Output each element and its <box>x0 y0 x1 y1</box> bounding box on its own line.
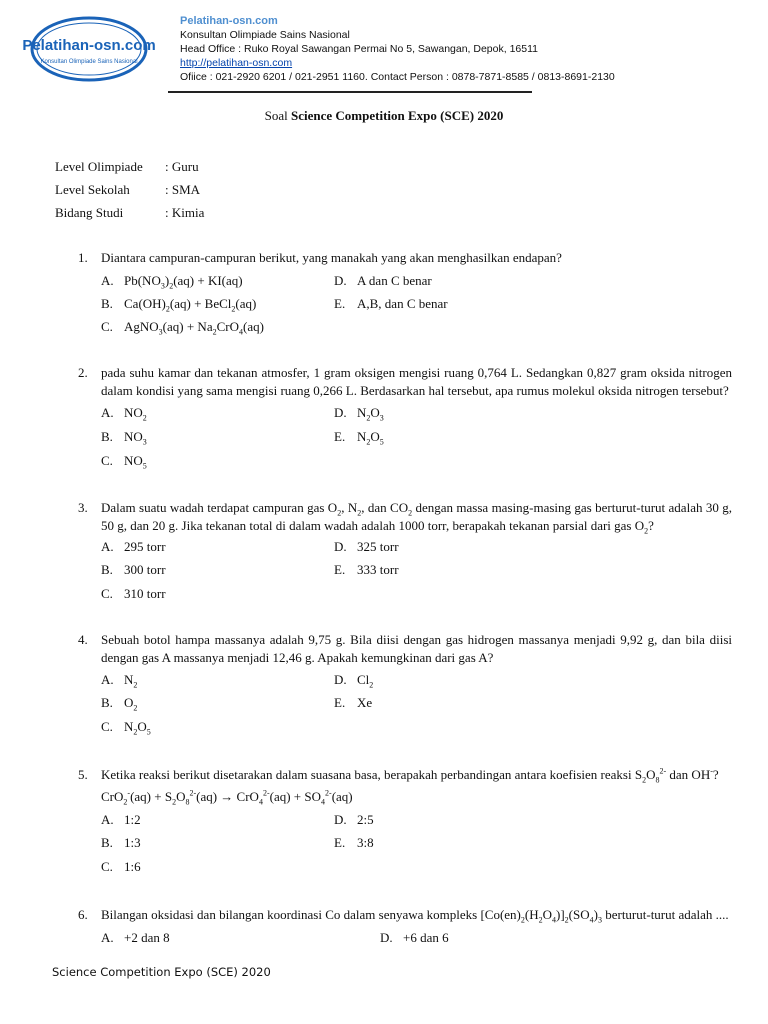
q1-option-e: E. A,B, dan C benar <box>334 296 448 311</box>
q5-option-e: E. 3:8 <box>334 835 374 850</box>
q2-option-d: D. $N_2O_3$ <box>334 405 384 423</box>
q3-option-e: E. 333 torr <box>334 562 399 577</box>
logo <box>22 16 156 82</box>
q1-option-c: C. AgNO$_3$(aq) + $Na_2CrO_4(aq)$ <box>101 319 264 337</box>
q4-option-e: E. Xe <box>334 695 373 710</box>
office-address: Head Office : Ruko Royal Sawangan Permai No 5, Sawangan, Depok, 16511 <box>180 43 538 55</box>
q2-option-e: E. $N_2O_5$ <box>334 429 384 447</box>
q4-option-c: C. $N_2O_5$ <box>101 719 151 737</box>
q5-option-d: D. 2:5 <box>334 812 374 827</box>
q2-option-a: A. $NO_2$ <box>101 405 147 423</box>
contact-info: Ofiice : 021-2920 6201 / 021-2951 1160. Contact Person : 0878-7871-8585 / 0813-8691-2130 <box>180 71 615 83</box>
q5-option-b: B. 1:3 <box>101 835 141 850</box>
question-1: 1. Diantara campuran-campuran berikut, yang manakah yang akan menghasilkan endapan? <box>78 250 562 265</box>
question-6: 6. Bilangan oksidasi dan bilangan koordinasi Co dalam senyawa kompleks $[Co(en)_2(H_2O_4)]_2(SO_4)_3$ berturut-turut adalah .... <box>78 907 729 925</box>
q3-option-d: D. 325 torr <box>334 539 399 554</box>
question-2: 2. pada suhu kamar dan tekanan atmosfer, 1 gram oksigen mengisi ruang 0,764 L. Sedangkan 0,827 gram oksida nitrogen dalam kondisi yang sama mengisi ruang 0,266 L. Berdasarkan hal tersebut, apa rumus molekul oksida nitrogen tersebut? <box>78 365 732 398</box>
exam-meta: Level Olimpiade : Guru Level Sekolah : SMA Bidang Studi : Kimia <box>55 159 205 220</box>
q3-option-b: B. 300 torr <box>101 562 166 577</box>
q3-option-a: A. 295 torr <box>101 539 166 554</box>
q2-option-c: C. $NO_5$ <box>101 453 147 471</box>
q5-option-a: A. 1:2 <box>101 812 141 827</box>
logo-text: Pelatihan-osn.com <box>22 37 156 54</box>
logo-subtext: Konsultan Olimpiade Sains Nasional <box>40 59 138 65</box>
question-4: 4. Sebuah botol hampa massanya adalah 9,75 g. Bila diisi dengan gas hidrogen massanya menjadi 9,92 g, dan bila diisi dengan gas A massanya menjadi 12,46 g. Apakah kemungkinan dari gas A? <box>78 632 732 665</box>
q4-option-b: B. $O_2$ <box>101 695 138 713</box>
page-footer: Science Competition Expo (SCE) 2020 <box>52 965 271 979</box>
brand-name: Pelatihan-osn.com <box>180 15 278 27</box>
q5-equation: $CrO_2^-(aq) + S_2O_8^{2-}(aq) \to CrO_4^{2-}(aq) + SO_4^{2-}(aq)$ <box>101 788 353 807</box>
q6-option-d: D. +6 dan 6 <box>380 930 449 945</box>
question-3: 3. Dalam suatu wadah terdapat campuran gas $O_2$, $N_2$, dan $CO_2$ dengan massa masing-masing gas berturut-turut adalah 30 g, 50 g, dan 20 g. Jika tekanan total di dalam wadah adalah 1000 torr, berapakah tekanan parsial dari gas $O_2$? <box>78 500 732 536</box>
q1-option-d: D. A dan C benar <box>334 273 432 288</box>
q2-option-b: B. $NO_3$ <box>101 429 147 447</box>
question-5: 5. Ketika reaksi berikut disetarakan dalam suasana basa, berapakah perbandingan antara koefisien reaksi $S_2O_8^{2-}$ dan OH-? <box>78 766 719 785</box>
website-link[interactable]: http://pelatihan-osn.com <box>180 57 293 69</box>
q5-option-c: C. 1:6 <box>101 859 141 874</box>
letterhead <box>180 14 615 84</box>
q1-option-b: B. $Ca(OH)_2(aq)$ + BeCl$_2$(aq) <box>101 296 257 314</box>
q4-option-a: A. $N_2$ <box>101 672 138 690</box>
page-title: Soal Science Competition Expo (SCE) 2020 <box>264 108 504 123</box>
q4-option-d: D. $Cl_2$ <box>334 672 374 690</box>
org-subtitle: Konsultan Olimpiade Sains Nasional <box>180 29 350 41</box>
q1-option-a: A. $Pb(NO_3)_2(aq) + KI(aq)$ <box>101 273 243 291</box>
header-divider <box>168 91 532 93</box>
q3-option-c: C. 310 torr <box>101 586 166 601</box>
q6-option-a: A. +2 dan 8 <box>101 930 170 945</box>
